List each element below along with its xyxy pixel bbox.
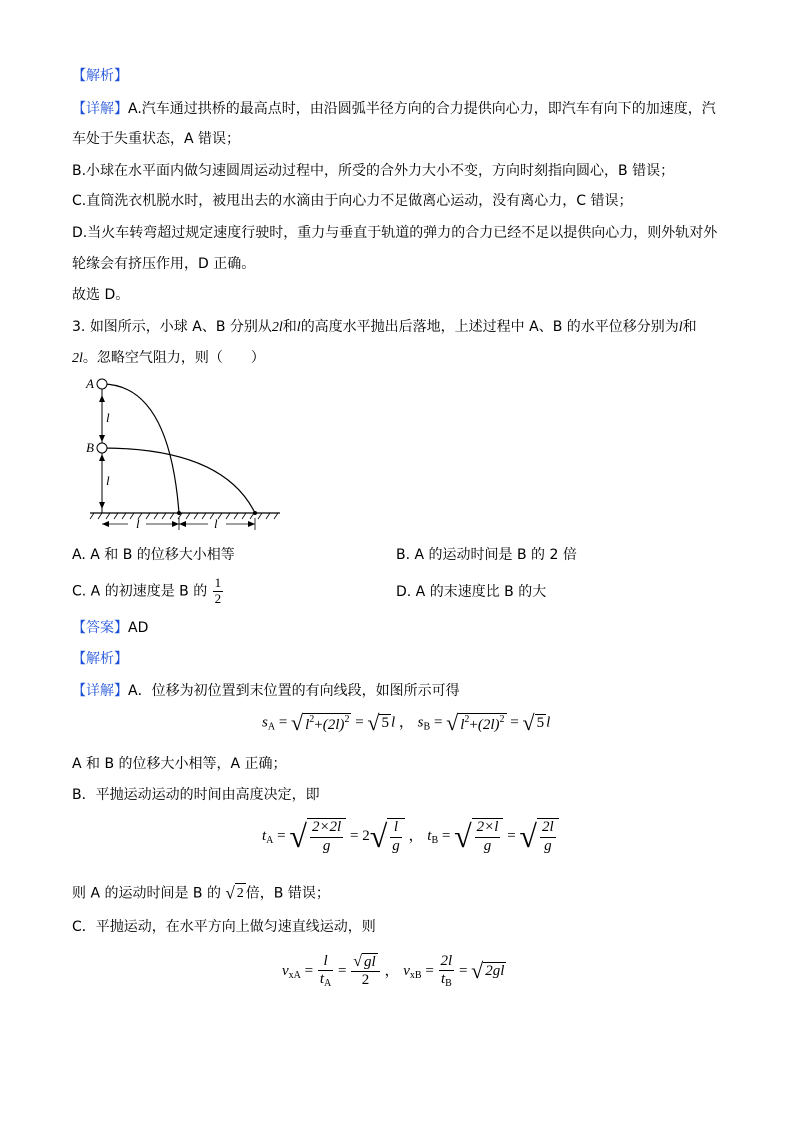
detail-label: 【详解】 (72, 101, 128, 117)
disp-b: 2l (72, 351, 83, 366)
solution-part-a-text: A．位移为初位置到末位置的有向线段，如图所示可得 (128, 683, 460, 699)
detail-c-line: C.直筒洗衣机脱水时，被甩出去的水滴由于向心力不足做离心运动，没有离心力，C 错误； (72, 193, 633, 209)
disp-a: l (678, 320, 683, 335)
landing-a (177, 511, 181, 515)
solution-part-a-result: A 和 B 的位移大小相等，A 正确； (72, 756, 287, 772)
question-line2 (72, 348, 265, 369)
option-b: B. A 的运动时间是 B 的 2 倍 (396, 547, 577, 563)
arrow-down-bottom (99, 502, 105, 509)
dim-arrow-2 (172, 521, 179, 527)
detail-a-line2: 车处于失重状态，A 错误； (72, 131, 241, 147)
label-b: B (86, 440, 94, 455)
seg-label-1: l (106, 410, 110, 425)
conclusion-line: 故选 D。 (72, 287, 130, 303)
option-a: A. A 和 B 的位移大小相等 (72, 547, 235, 563)
landing-b (253, 511, 257, 515)
question-text-2: 。忽略空气阻力，则（ ） (82, 350, 265, 366)
detail-d-line1: D.当火车转弯超过规定速度行驶时，重力与垂直于轨道的弹力的合力已经不足以提供向心力，则外轨对外 (72, 225, 718, 241)
ground-hatch (90, 513, 278, 519)
formula-time: $t_A$ = √ $\frac{2\times 2l}{g}$ = 2√ $\frac{l}{g}$ ， $t_B$ = √ $\frac{2\times l}{g}$ = √ $\frac{2l}{g}$ (262, 818, 559, 855)
projectile-figure (80, 372, 290, 532)
detail-d-line2: 轮缘会有挤压作用，D 正确。 (72, 256, 256, 272)
seg-label-2: l (106, 473, 110, 488)
formula-displacement: $s_A$ = √ $l^2+(2l)^2$ = √ 5 l ， $s_B$ = √ $l^2+(2l)^2$ = √ 5 l (262, 710, 551, 735)
solution-part-a (72, 681, 460, 701)
question-line1 (72, 317, 697, 338)
height-a: 2l (271, 320, 283, 335)
dim-arrow-1 (102, 521, 109, 527)
ball-a (97, 379, 107, 389)
question-text-1: 如图所示，小球 A、B 分别从 (89, 319, 272, 335)
dist-label-1: l (136, 516, 140, 531)
answer-value: AD (128, 620, 149, 636)
analysis-label: 【解析】 (72, 68, 128, 84)
arrow-down-top (99, 435, 105, 442)
option-d: D. A 的末速度比 B 的大 (396, 584, 547, 600)
dim-arrow-3 (179, 521, 186, 527)
detail-a-text: A.汽车通过拱桥的最高点时，由沿圆弧半径方向的合力提供向心力，即汽车有向下的加速度，汽 (128, 101, 716, 117)
ball-b (97, 443, 107, 453)
question-text-1d: 和 (682, 319, 697, 335)
arrow-up-bottom (99, 454, 105, 461)
question-text-1b: 和 (282, 319, 297, 335)
sqrt-two: √ 2 (225, 883, 244, 903)
answer-label: 【答案】 (72, 620, 128, 636)
question-number: 3. (72, 319, 86, 335)
solution-part-b-result: 则 A 的运动时间是 B 的 √ 2 倍，B 错误； (72, 883, 330, 903)
option-c-fraction: $\frac{1}{2}$ (214, 575, 222, 606)
solution-part-b: B．平抛运动运动的时间由高度决定，即 (72, 787, 320, 803)
solution-detail-label: 【详解】 (72, 683, 128, 699)
label-a: A (86, 376, 94, 391)
solution-analysis-label: 【解析】 (72, 651, 128, 667)
option-c (72, 576, 224, 607)
option-c-text: C. A 的初速度是 B 的 (72, 583, 208, 600)
detail-a-line1 (72, 99, 716, 119)
arrow-up-top (99, 395, 105, 402)
height-b: l (296, 320, 301, 335)
formula-velocity: $v_{xA}$ = $\frac{l}{t_A}$ = $\frac{√ gl}{2}$ ， $v_{xB}$ = $\frac{2l}{t_B}$ = √ 2gl (282, 953, 505, 990)
dist-label-2: l (214, 516, 218, 531)
solution-part-c: C．平抛运动，在水平方向上做匀速直线运动，则 (72, 919, 376, 935)
question-text-1c: 的高度水平抛出后落地，上述过程中 A、B 的水平位移分别为 (300, 319, 679, 335)
answer-line (72, 618, 148, 638)
detail-b-line: B.小球在水平面内做匀速圆周运动过程中，所受的合外力大小不变，方向时刻指向圆心，B 错误； (72, 163, 675, 179)
dim-arrow-4 (248, 521, 255, 527)
